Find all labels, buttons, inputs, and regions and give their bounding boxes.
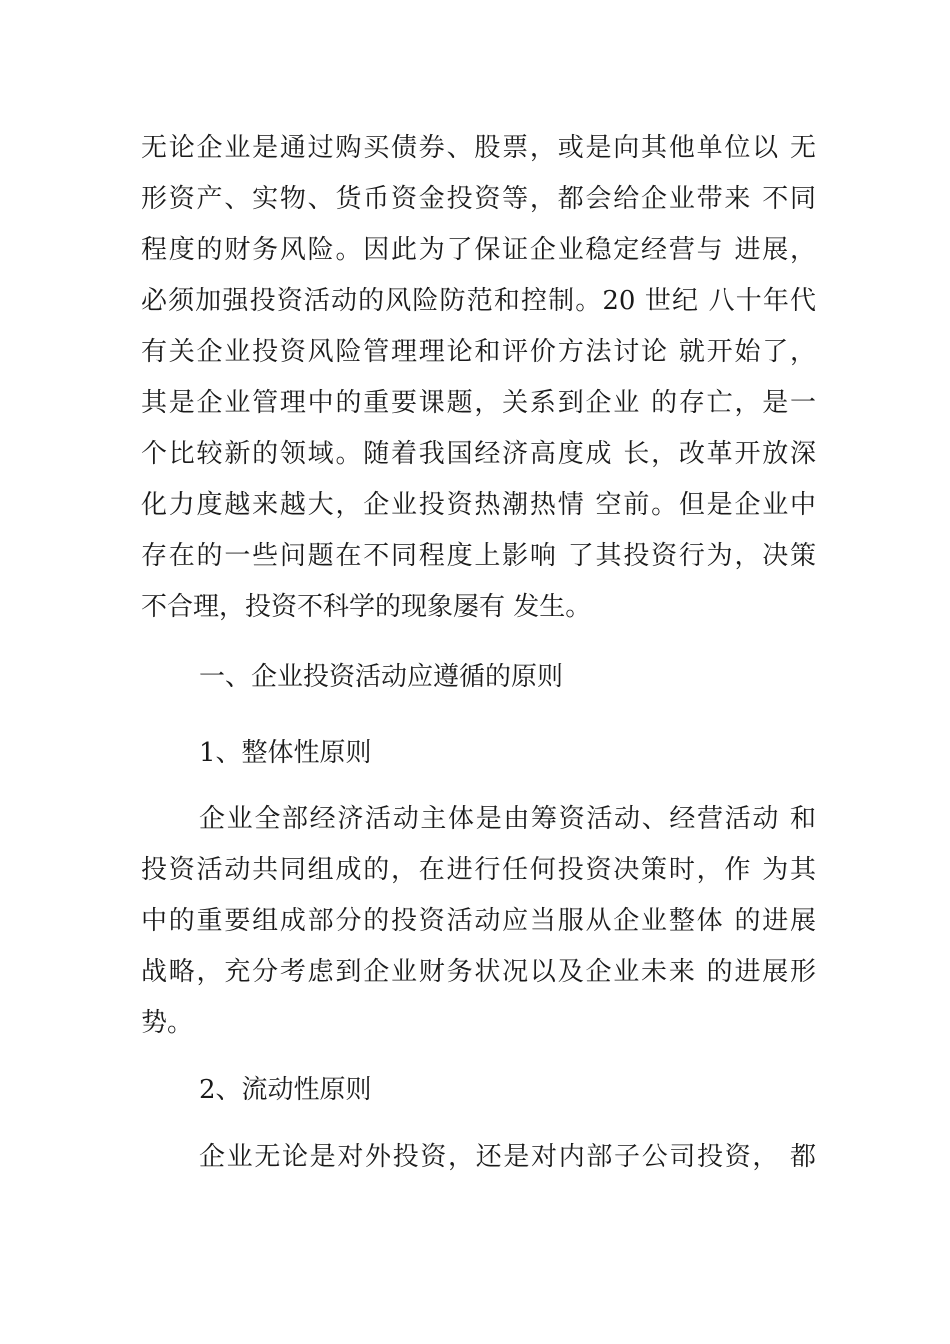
paragraph-2-line-5: 势。 — [141, 1008, 194, 1038]
paragraph-1-line-8: 化力度越来越大，企业投资热潮热情 空前。但是企业中 — [141, 490, 816, 520]
paragraph-1-line-5: 有关企业投资风险管理理论和评价方法讨论 就开始了， — [141, 337, 816, 367]
paragraph-1-line-6: 其是企业管理中的重要课题，关系到企业 的存亡，是一 — [141, 388, 816, 418]
paragraph-2-line-3: 中的重要组成部分的投资活动应当服从企业整体 的进展 — [141, 906, 816, 936]
paragraph-1-line-9: 存在的一些问题在不同程度上影响 了其投资行为，决策 — [141, 541, 816, 571]
subsection-heading-1: 1、整体性原则 — [199, 738, 372, 768]
paragraph-2-line-4: 战略，充分考虑到企业财务状况以及企业未来 的进展形 — [141, 957, 816, 987]
paragraph-1-line-7: 个比较新的领域。随着我国经济高度成 长，改革开放深 — [141, 439, 816, 469]
paragraph-1-line-10: 不合理，投资不科学的现象屡有 发生。 — [141, 592, 592, 622]
subsection-heading-2: 2、流动性原则 — [199, 1075, 372, 1105]
paragraph-1-line-4: 必须加强投资活动的风险防范和控制。20 世纪 八十年代 — [141, 286, 816, 316]
paragraph-1-line-2: 形资产、实物、货币资金投资等，都会给企业带来 不同 — [141, 184, 816, 214]
paragraph-1-line-3: 程度的财务风险。因此为了保证企业稳定经营与 进展， — [141, 235, 816, 265]
paragraph-2-line-2: 投资活动共同组成的，在进行任何投资决策时，作 为其 — [141, 855, 816, 885]
section-heading: 一、企业投资活动应遵循的原则 — [199, 662, 564, 692]
paragraph-3-line-1: 企业无论是对外投资，还是对内部子公司投资， 都 — [199, 1142, 816, 1172]
paragraph-1-line-1: 无论企业是通过购买债券、股票，或是向其他单位以 无 — [141, 133, 816, 163]
paragraph-2-line-1: 企业全部经济活动主体是由筹资活动、经营活动 和 — [199, 804, 816, 834]
